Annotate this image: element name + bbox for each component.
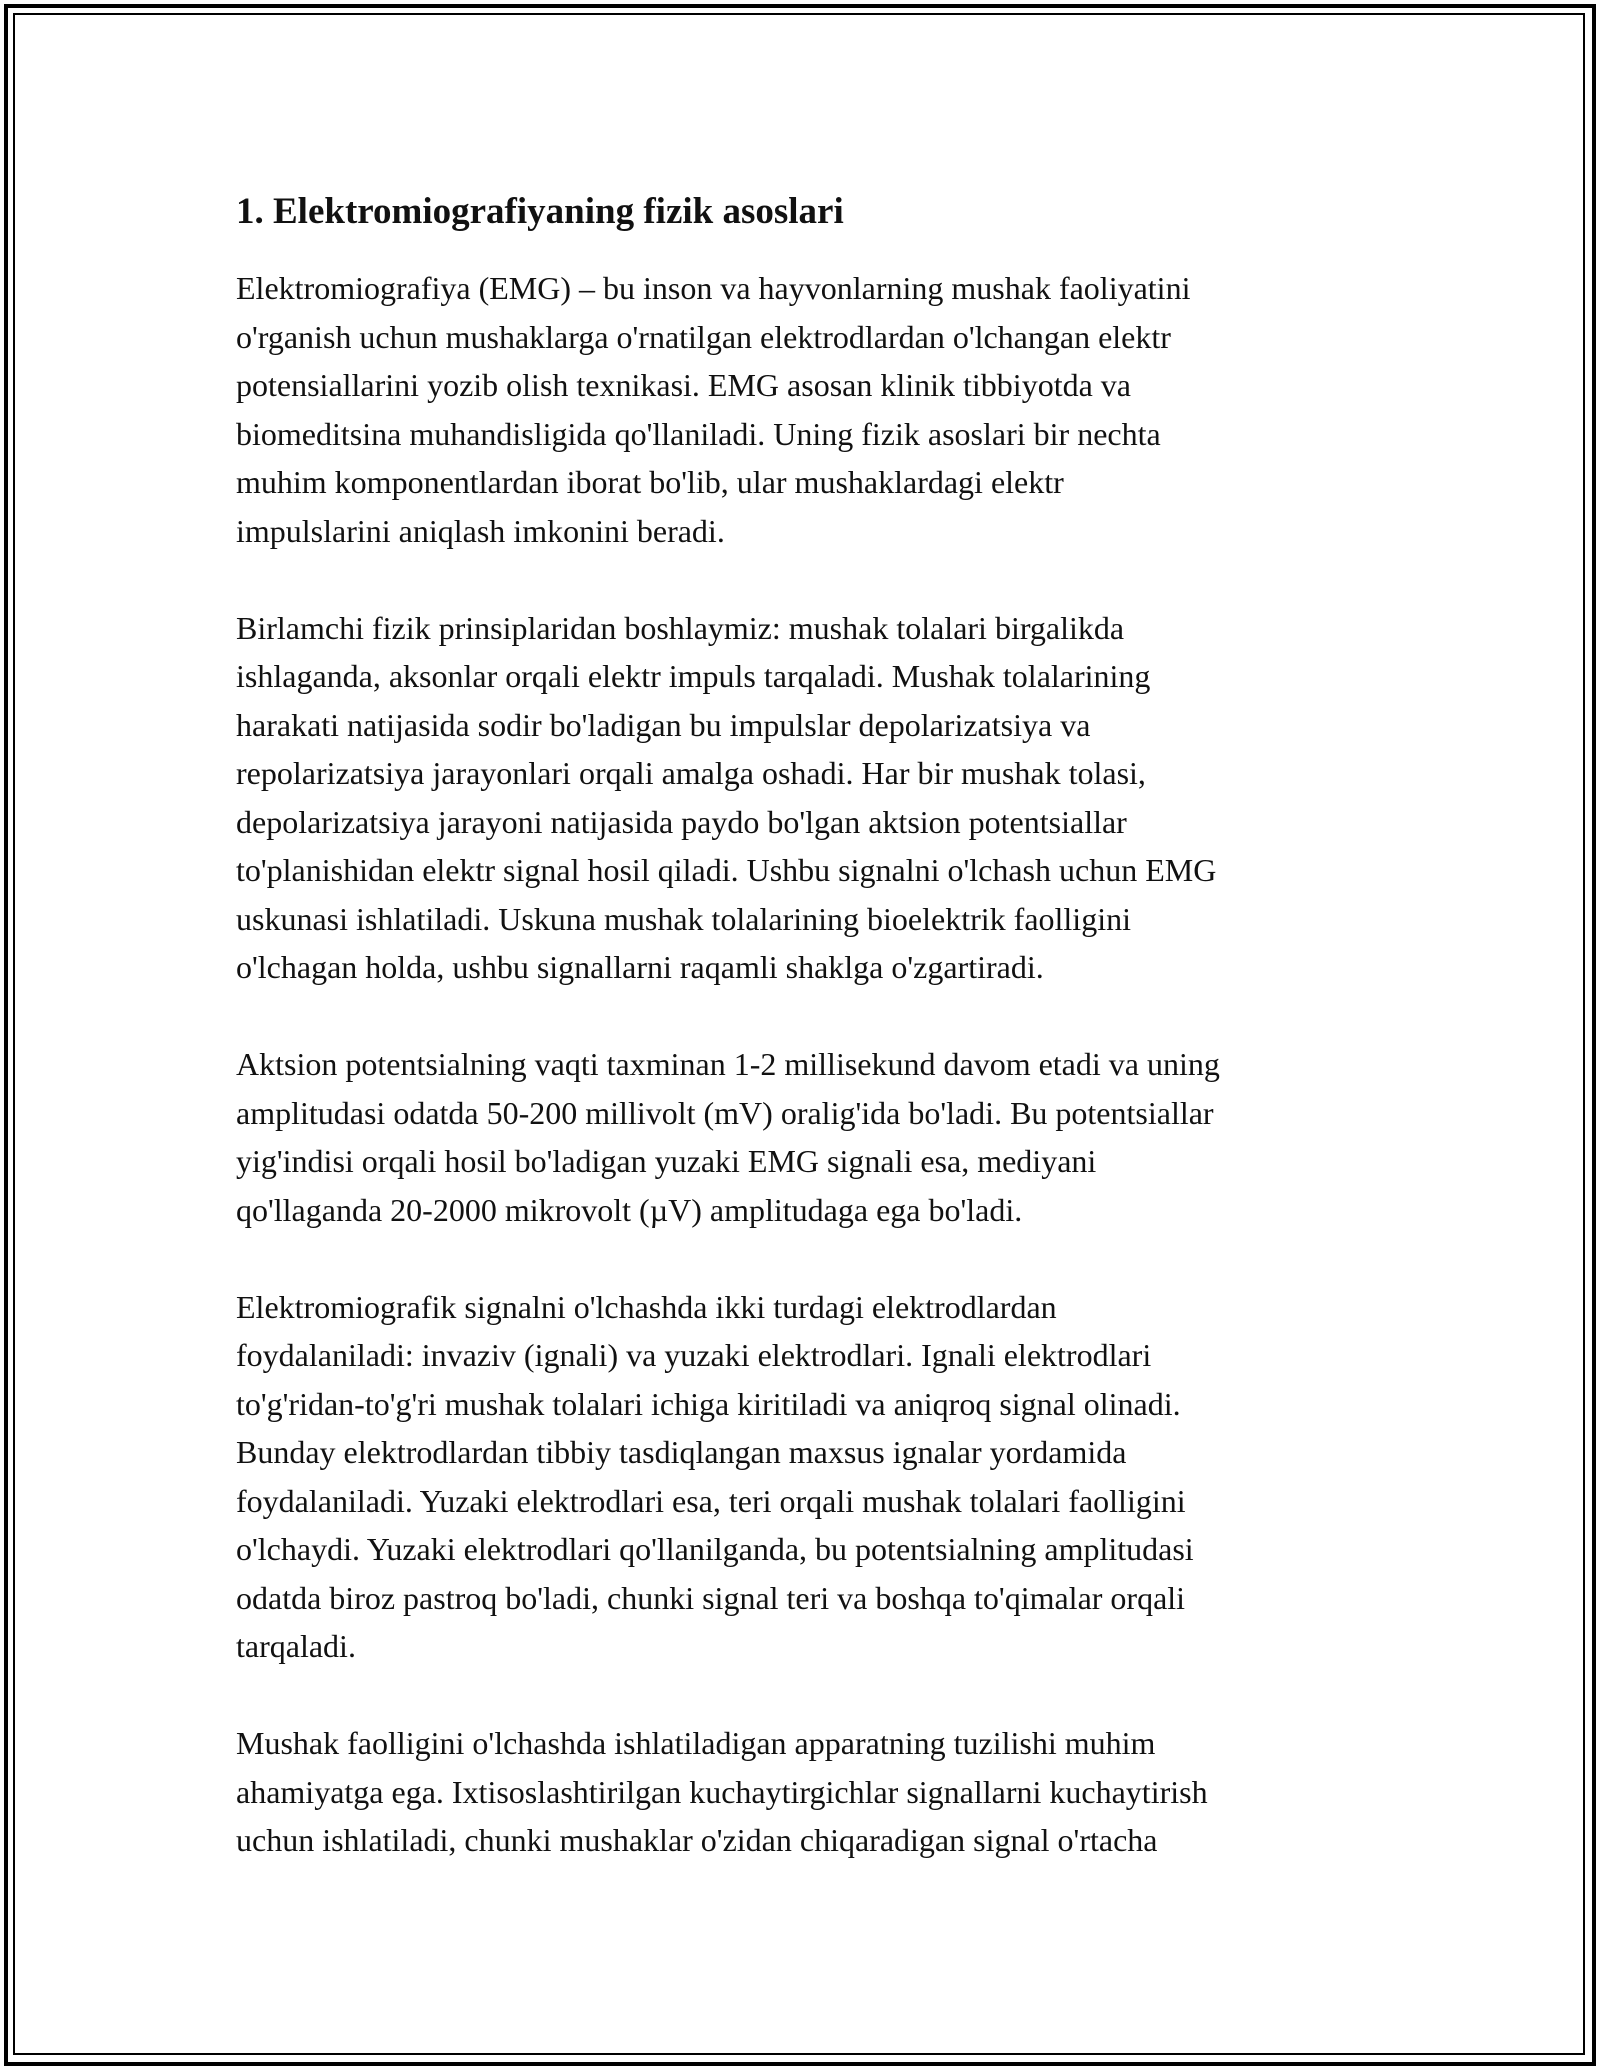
text-line: biomeditsina muhandisligida qo'llaniladi. Uning fizik asoslari bir nechta — [236, 415, 1161, 452]
text-line: ahamiyatga ega. Ixtisoslashtirilgan kuchaytirgichlar signallarni kuchaytirish — [236, 1773, 1208, 1810]
paragraph-3 — [236, 1040, 1370, 1234]
text-line: uchun ishlatiladi, chunki mushaklar o'zidan chiqaradigan signal o'rtacha — [236, 1822, 1158, 1858]
text-line: yig'indisi orqali hosil bo'ladigan yuzaki EMG signali esa, mediyani — [236, 1143, 1097, 1179]
text-line: odatda biroz pastroq bo'ladi, chunki signal teri va boshqa to'qimalar orqali — [236, 1579, 1186, 1616]
text-line: ishlaganda, aksonlar orqali elektr impuls tarqaladi. Mushak tolalarining — [236, 658, 1151, 694]
text-line: o'rganish uchun mushaklarga o'rnatilgan elektrodlardan o'lchangan elektr — [236, 318, 1171, 355]
text-line: depolarizatsiya jarayoni natijasida paydo bo'lgan aktsion potentsiallar — [236, 803, 1127, 840]
text-line: Birlamchi fizik prinsiplaridan boshlaymiz: mushak tolalari birgalikda — [236, 609, 1125, 646]
text-line: to'planishidan elektr signal hosil qiladi. Ushbu signalni o'lchash uchun EMG — [236, 852, 1217, 888]
text-line: o'lchagan holda, ushbu signallarni raqamli shaklga o'zgartiradi. — [236, 949, 1044, 985]
paragraph-5 — [236, 1719, 1370, 1865]
text-line: qo'llaganda 20-2000 mikrovolt (µV) amplitudaga ega bo'ladi. — [236, 1191, 1023, 1228]
paragraph-1 — [236, 264, 1370, 555]
text-line: amplitudasi odatda 50-200 millivolt (mV) oralig'ida bo'ladi. Bu potentsiallar — [236, 1094, 1214, 1131]
text-line: impulslarini aniqlash imkonini beradi. — [236, 512, 725, 549]
text-line: Elektromiografik signalni o'lchashda ikki turdagi elektrodlardan — [236, 1288, 1057, 1325]
text-line: uskunasi ishlatiladi. Uskuna mushak tolalarining bioelektrik faolligini — [236, 900, 1131, 937]
text-line: Mushak faolligini o'lchashda ishlatiladigan apparatning tuzilishi muhim — [236, 1725, 1156, 1761]
text-line: o'lchaydi. Yuzaki elektrodlari qo'llanilganda, bu potentsialning amplitudasi — [236, 1531, 1194, 1567]
text-line: repolarizatsiya jarayonlari orqali amalga oshadi. Har bir mushak tolasi, — [236, 755, 1146, 791]
text-line: harakati natijasida sodir bo'ladigan bu impulslar depolarizatsiya va — [236, 706, 1091, 743]
text-line: potensiallarini yozib olish texnikasi. EMG asosan klinik tibbiyotda va — [236, 367, 1131, 403]
text-line: foydalaniladi. Yuzaki elektrodlari esa, teri orqali mushak tolalari faolligini — [236, 1482, 1186, 1519]
text-line: tarqaladi. — [236, 1628, 356, 1664]
paragraph-2 — [236, 604, 1370, 992]
text-line: Bunday elektrodlardan tibbiy tasdiqlangan maxsus ignalar yordamida — [236, 1434, 1127, 1470]
text-line: to'g'ridan-to'g'ri mushak tolalari ichiga kiritiladi va aniqroq signal olinadi. — [236, 1385, 1181, 1422]
document-body — [236, 188, 1370, 1913]
text-line: Aktsion potentsialning vaqti taxminan 1-2 millisekund davom etadi va uning — [236, 1046, 1220, 1082]
section-heading: 1. Elektromiografiyaning fizik asoslari — [236, 191, 844, 232]
text-line: Elektromiografiya (EMG) – bu inson va hayvonlarning mushak faoliyatini — [236, 270, 1191, 306]
text-line: muhim komponentlardan iborat bo'lib, ular mushaklardagi elektr — [236, 464, 1064, 500]
paragraph-4 — [236, 1283, 1370, 1671]
text-line: foydalaniladi: invaziv (ignali) va yuzaki elektrodlari. Ignali elektrodlari — [236, 1337, 1152, 1373]
